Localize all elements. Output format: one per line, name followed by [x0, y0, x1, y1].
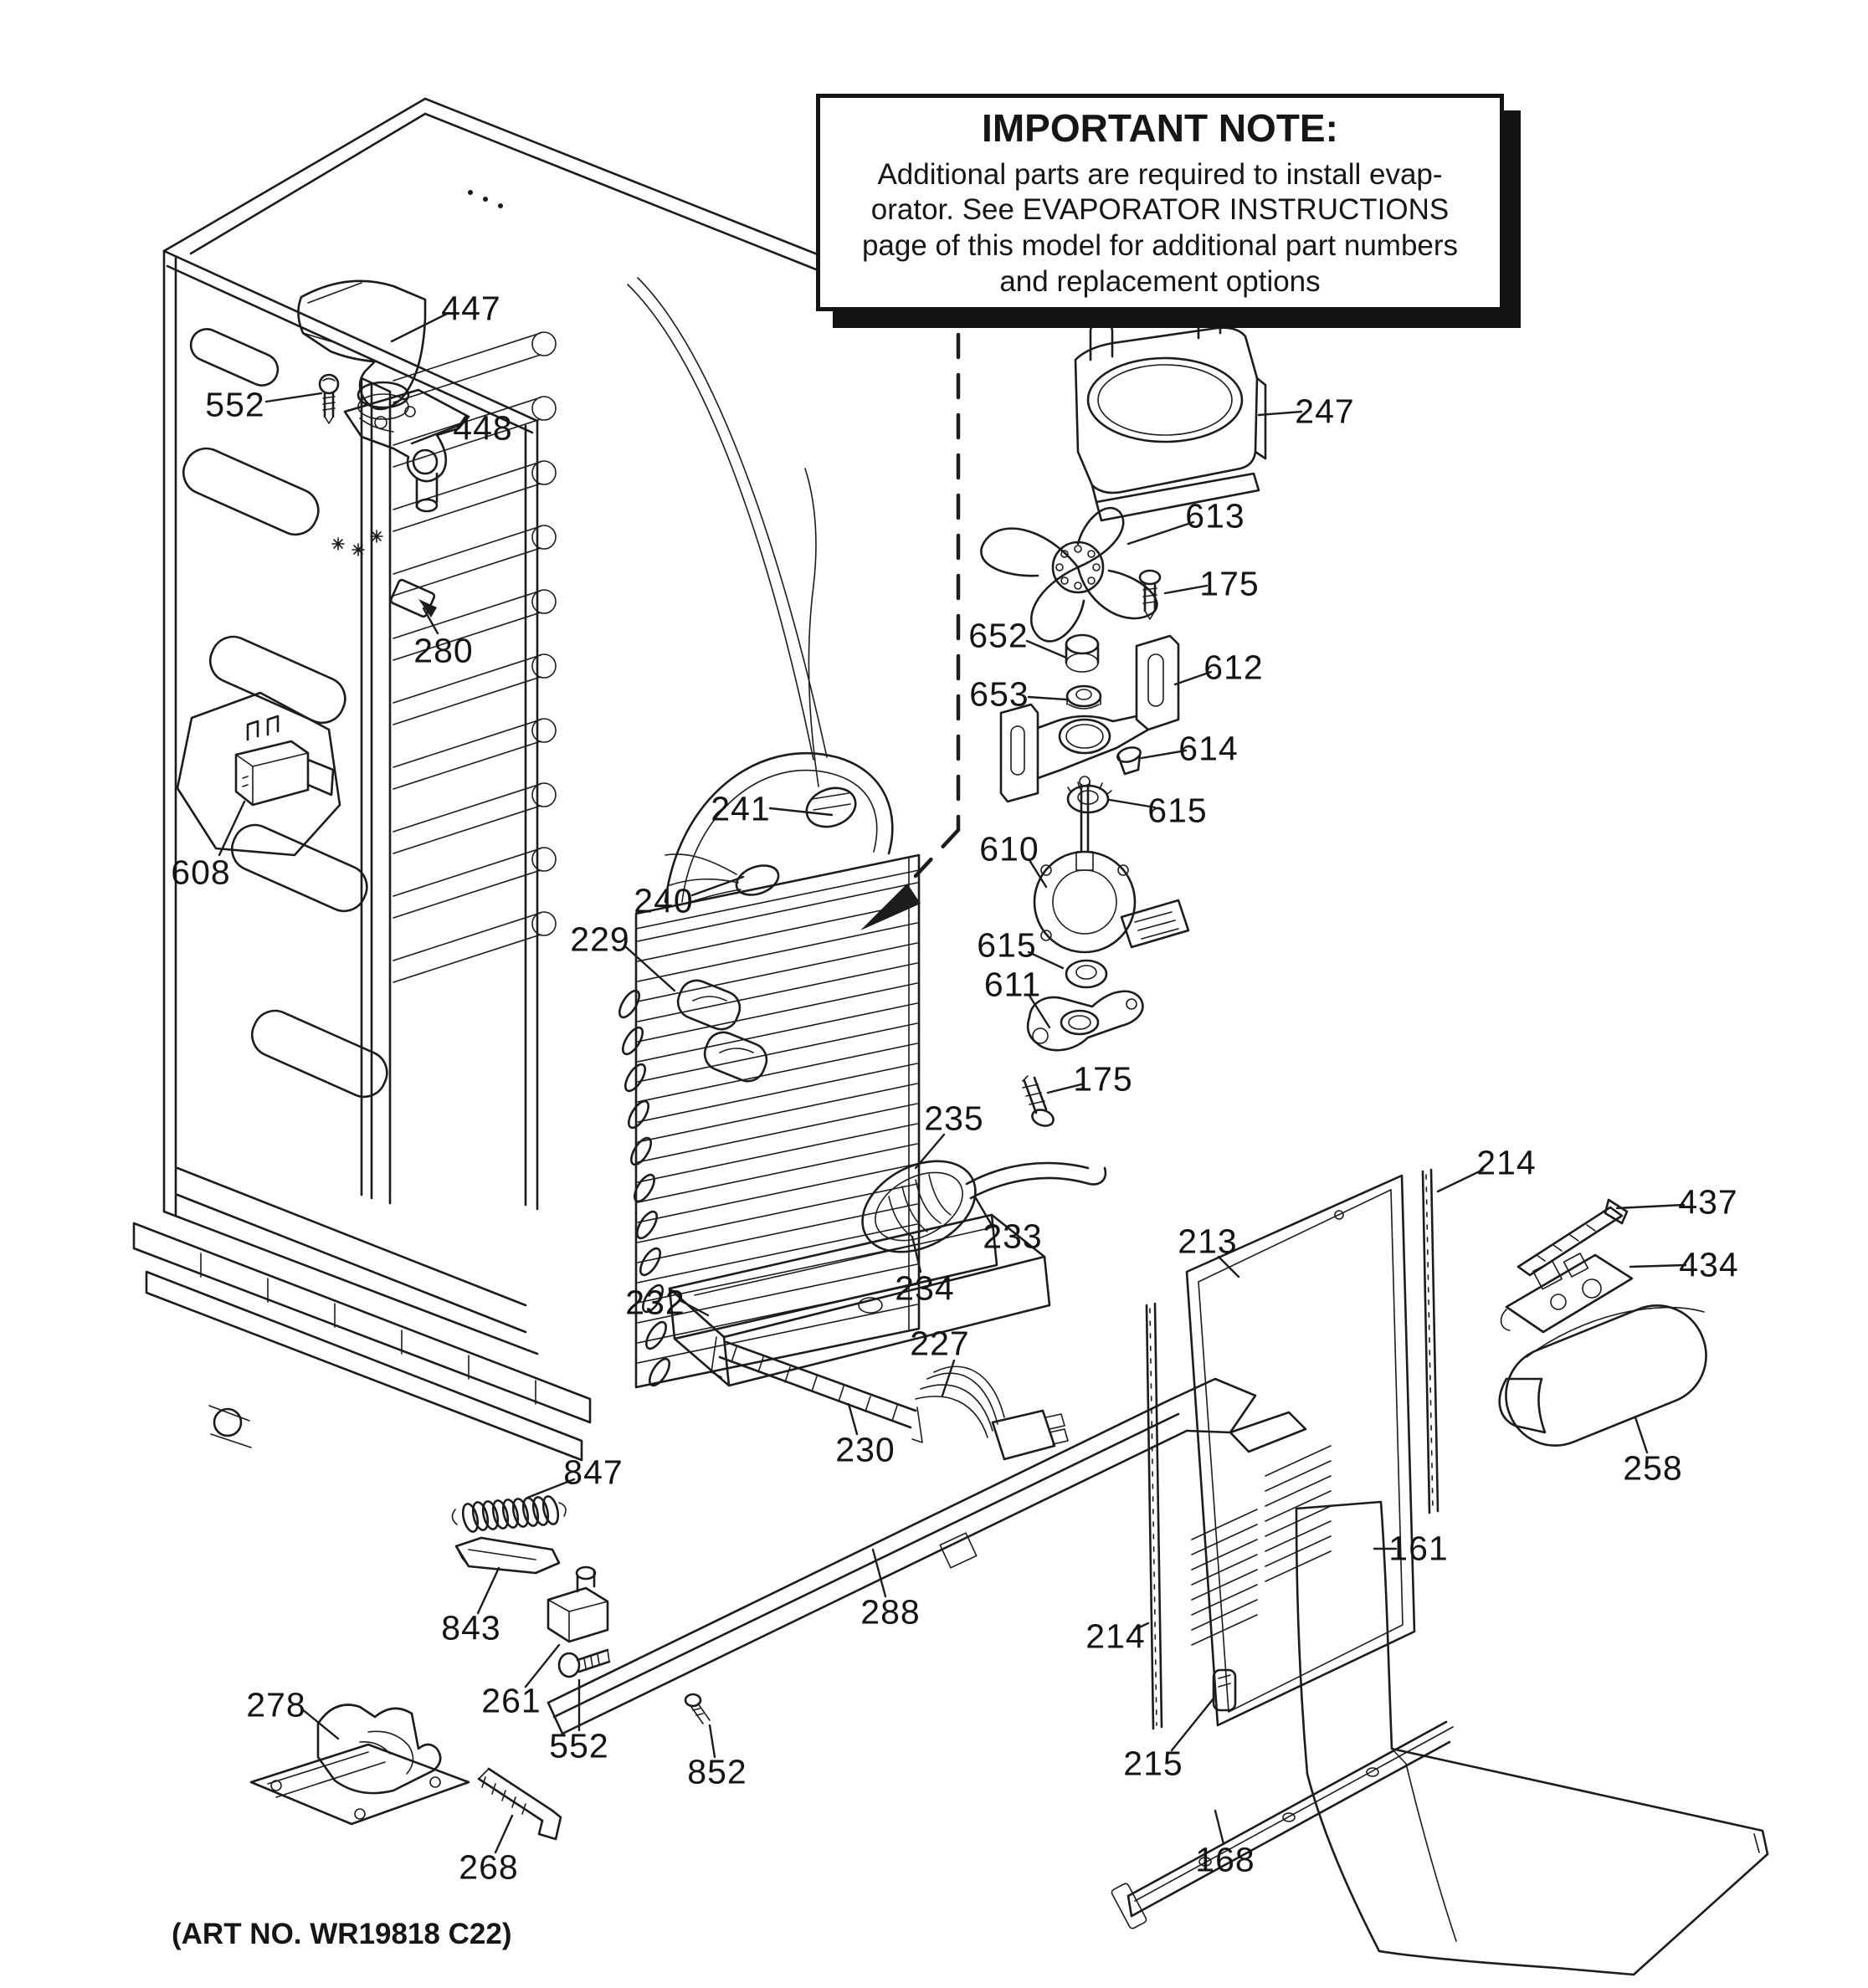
part-label-615-a: 615	[1147, 791, 1208, 830]
part-label-161: 161	[1388, 1529, 1449, 1568]
part-label-247: 247	[1295, 392, 1355, 431]
part-label-448: 448	[453, 408, 513, 448]
important-note-line: orator. See EVAPORATOR INSTRUCTIONS	[870, 193, 1450, 227]
part-label-653: 653	[969, 674, 1029, 714]
note-leader	[860, 335, 958, 930]
part-label-235: 235	[924, 1099, 984, 1138]
part-label-615-b: 615	[977, 925, 1037, 965]
part-label-214-left: 214	[1085, 1617, 1146, 1656]
part-label-215: 215	[1123, 1744, 1183, 1783]
part-label-213: 213	[1178, 1222, 1238, 1261]
part-label-434: 434	[1679, 1245, 1739, 1284]
part-label-168: 168	[1195, 1840, 1255, 1879]
part-label-280: 280	[413, 631, 474, 670]
important-note-line: page of this model for additional part numbers	[861, 229, 1459, 262]
part-label-552-top: 552	[205, 385, 265, 424]
part-label-258: 258	[1623, 1448, 1683, 1488]
part-label-240: 240	[634, 881, 694, 920]
part-label-175-a: 175	[1199, 564, 1260, 603]
leader-lines	[219, 313, 1686, 1852]
important-note-line: Additional parts are required to install evap-	[877, 157, 1443, 191]
part-label-227: 227	[910, 1324, 970, 1363]
part-label-843: 843	[441, 1608, 501, 1647]
important-note-title: IMPORTANT NOTE:	[982, 105, 1338, 150]
part-label-852: 852	[687, 1752, 747, 1791]
part-label-552-bottom: 552	[549, 1726, 609, 1765]
part-label-214-top: 214	[1476, 1143, 1537, 1182]
part-label-261: 261	[481, 1681, 541, 1720]
switch-callout-608	[177, 693, 340, 855]
part-label-613: 613	[1185, 496, 1245, 535]
door-stop-clip-280	[390, 579, 438, 633]
part-label-612: 612	[1203, 648, 1264, 687]
part-label-608: 608	[171, 853, 231, 892]
fan-assembly	[981, 303, 1265, 1129]
part-label-175-b: 175	[1073, 1059, 1133, 1099]
important-note-box	[816, 94, 1504, 311]
part-label-232: 232	[625, 1283, 685, 1322]
part-label-611: 611	[983, 965, 1042, 1004]
part-label-268: 268	[459, 1847, 519, 1887]
part-label-233: 233	[983, 1217, 1043, 1256]
part-label-437: 437	[1678, 1182, 1738, 1222]
part-label-652: 652	[968, 616, 1029, 655]
part-label-447: 447	[441, 289, 501, 328]
part-label-241: 241	[711, 789, 771, 828]
part-label-614: 614	[1178, 729, 1239, 768]
part-label-229: 229	[570, 920, 630, 959]
part-label-230: 230	[835, 1430, 896, 1469]
part-label-610: 610	[979, 829, 1039, 868]
bottom-left-parts	[251, 1495, 710, 1839]
part-label-847: 847	[563, 1453, 624, 1492]
important-note-line: and replacement options	[999, 264, 1321, 298]
art-number: (ART NO. WR19818 C22)	[172, 1918, 512, 1950]
part-label-288: 288	[860, 1592, 921, 1632]
part-label-234: 234	[895, 1268, 955, 1308]
part-label-278: 278	[246, 1685, 306, 1724]
